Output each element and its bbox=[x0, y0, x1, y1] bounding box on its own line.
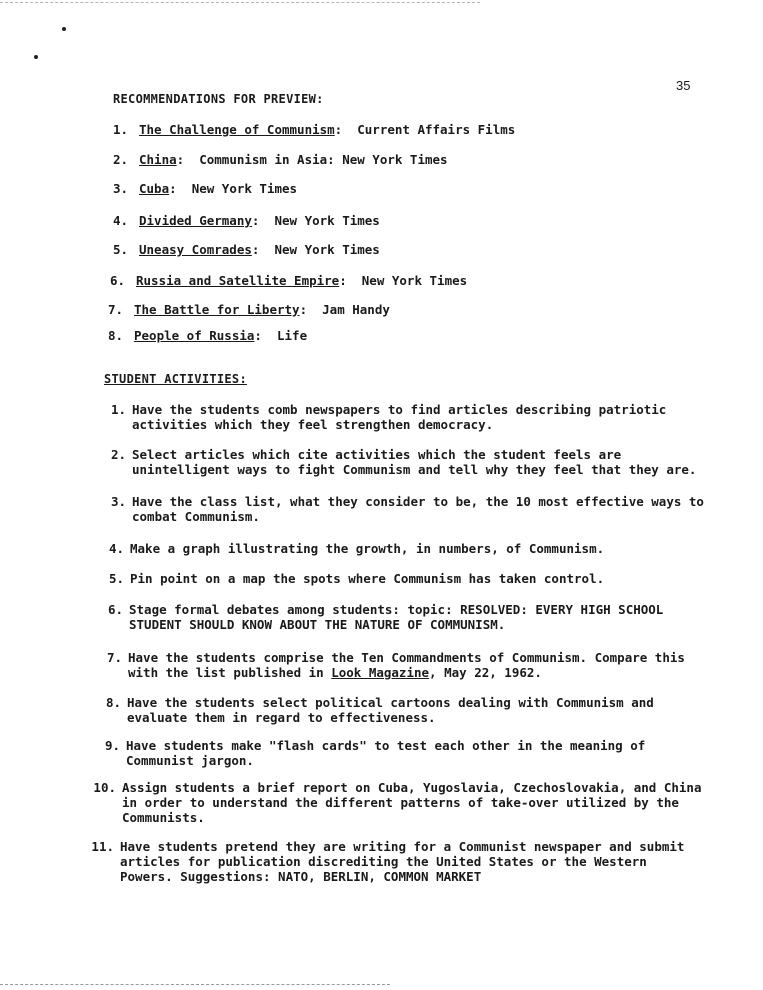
activity-number: 8. bbox=[105, 695, 121, 710]
activity-item bbox=[110, 494, 712, 524]
activity-item bbox=[106, 650, 708, 680]
recommendation-item bbox=[108, 302, 390, 317]
recommendation-number: 4. bbox=[113, 213, 129, 228]
scan-edge-top bbox=[0, 2, 480, 3]
activity-text: Have students pretend they are writing for a Communist newspaper and submit articles for publication discrediting the United States or the Western Powers. Suggestions: NATO, BERLIN, COMMON MARKET bbox=[120, 839, 685, 884]
recommendation-source: Current Affairs Films bbox=[357, 122, 516, 137]
activity-item bbox=[93, 780, 702, 825]
activity-text: Have the students comb newspapers to find articles describing patriotic activities which they feel strengthen democracy. bbox=[132, 402, 667, 432]
activity-text: Select articles which cite activities which the student feels are unintelligent ways to fight Communism and tell why they feel that they are. bbox=[132, 447, 697, 477]
recommendation-source: Life bbox=[277, 328, 308, 343]
recommendation-title: The Battle for Liberty bbox=[134, 302, 300, 317]
activity-number: 5. bbox=[108, 571, 124, 586]
recommendation-colon: : bbox=[176, 152, 200, 167]
magazine-title: Look Magazine bbox=[331, 665, 430, 680]
activity-text bbox=[128, 650, 708, 680]
recommendation-title: Divided Germany bbox=[139, 213, 252, 228]
activity-item bbox=[110, 447, 712, 477]
activity-number: 11. bbox=[91, 839, 114, 854]
recommendation-item bbox=[113, 152, 448, 167]
activity-number: 7. bbox=[106, 650, 122, 665]
recommendation-item bbox=[110, 273, 467, 288]
recommendation-title: People of Russia bbox=[134, 328, 255, 343]
recommendation-item bbox=[108, 328, 307, 343]
recommendation-colon: : bbox=[169, 181, 192, 196]
scan-edge-bottom bbox=[0, 984, 390, 985]
activity-text: Have the class list, what they consider to be, the 10 most effective ways to combat Communism. bbox=[132, 494, 704, 524]
activity-number: 6. bbox=[107, 602, 123, 617]
activity-number: 9. bbox=[104, 738, 120, 753]
page-number: 35 bbox=[676, 78, 691, 93]
recommendation-title: The Challenge of Communism bbox=[139, 122, 335, 137]
recommendations-heading: RECOMMENDATIONS FOR PREVIEW: bbox=[113, 92, 324, 106]
activity-item bbox=[108, 571, 710, 586]
recommendation-number: 1. bbox=[113, 122, 129, 137]
recommendation-item bbox=[113, 122, 515, 137]
recommendation-item bbox=[113, 213, 380, 228]
scan-speck bbox=[34, 55, 38, 59]
activity-text: Have students make "flash cards" to test each other in the meaning of Communist jargon. bbox=[126, 738, 646, 768]
activity-item bbox=[104, 738, 706, 768]
recommendation-title: Uneasy Comrades bbox=[139, 242, 252, 257]
recommendation-colon: : bbox=[251, 242, 275, 257]
recommendation-source: Communism in Asia: New York Times bbox=[199, 152, 448, 167]
activity-text-part: , May 22, 1962. bbox=[429, 665, 542, 680]
activity-item bbox=[105, 695, 707, 725]
recommendation-number: 2. bbox=[113, 152, 129, 167]
activity-number: 10. bbox=[93, 780, 116, 795]
recommendation-colon: : bbox=[339, 273, 362, 288]
activity-text: Pin point on a map the spots where Communism has taken control. bbox=[130, 571, 605, 586]
recommendation-number: 3. bbox=[113, 181, 129, 196]
recommendation-colon: : bbox=[299, 302, 323, 317]
activity-text: Stage formal debates among students: topic: RESOLVED: EVERY HIGH SCHOOL STUDENT SHOULD KNOW ABOUT THE NATURE OF COMMUNISM. bbox=[129, 602, 664, 632]
recommendation-number: 5. bbox=[113, 242, 129, 257]
recommendation-number: 8. bbox=[108, 328, 124, 343]
activity-item bbox=[107, 602, 709, 632]
recommendation-number: 6. bbox=[110, 273, 126, 288]
recommendation-number: 7. bbox=[108, 302, 124, 317]
recommendation-item bbox=[113, 242, 380, 257]
recommendation-title: China bbox=[139, 152, 177, 167]
activity-text: Assign students a brief report on Cuba, Yugoslavia, Czechoslovakia, and China in order to understand the different patterns of take-over utilized by the Communists. bbox=[122, 780, 702, 825]
recommendation-source: Jam Handy bbox=[322, 302, 390, 317]
recommendation-title: Cuba bbox=[139, 181, 170, 196]
activity-number: 1. bbox=[110, 402, 126, 417]
activity-text: Make a graph illustrating the growth, in numbers, of Communism. bbox=[130, 541, 605, 556]
activity-item bbox=[91, 839, 700, 884]
activity-text: Have the students select political cartoons dealing with Communism and evaluate them in regard to effectiveness. bbox=[127, 695, 654, 725]
student-activities-heading: STUDENT ACTIVITIES: bbox=[104, 372, 247, 386]
activity-number: 2. bbox=[110, 447, 126, 462]
recommendation-source: New York Times bbox=[361, 273, 468, 288]
activity-number: 4. bbox=[108, 541, 124, 556]
recommendation-source: New York Times bbox=[191, 181, 298, 196]
recommendation-title: Russia and Satellite Empire bbox=[136, 273, 340, 288]
recommendation-colon: : bbox=[254, 328, 277, 343]
activity-number: 3. bbox=[110, 494, 126, 509]
recommendation-colon: : bbox=[334, 122, 358, 137]
recommendation-item bbox=[113, 181, 297, 196]
scan-speck bbox=[62, 27, 66, 31]
recommendation-colon: : bbox=[251, 213, 275, 228]
recommendation-source: New York Times bbox=[274, 213, 380, 228]
activity-item bbox=[108, 541, 710, 556]
recommendation-source: New York Times bbox=[274, 242, 380, 257]
activity-item bbox=[110, 402, 712, 432]
activity-text-part: Have the students comprise the Ten Commandments of Communism. Compare this with the list published in bbox=[128, 650, 685, 680]
